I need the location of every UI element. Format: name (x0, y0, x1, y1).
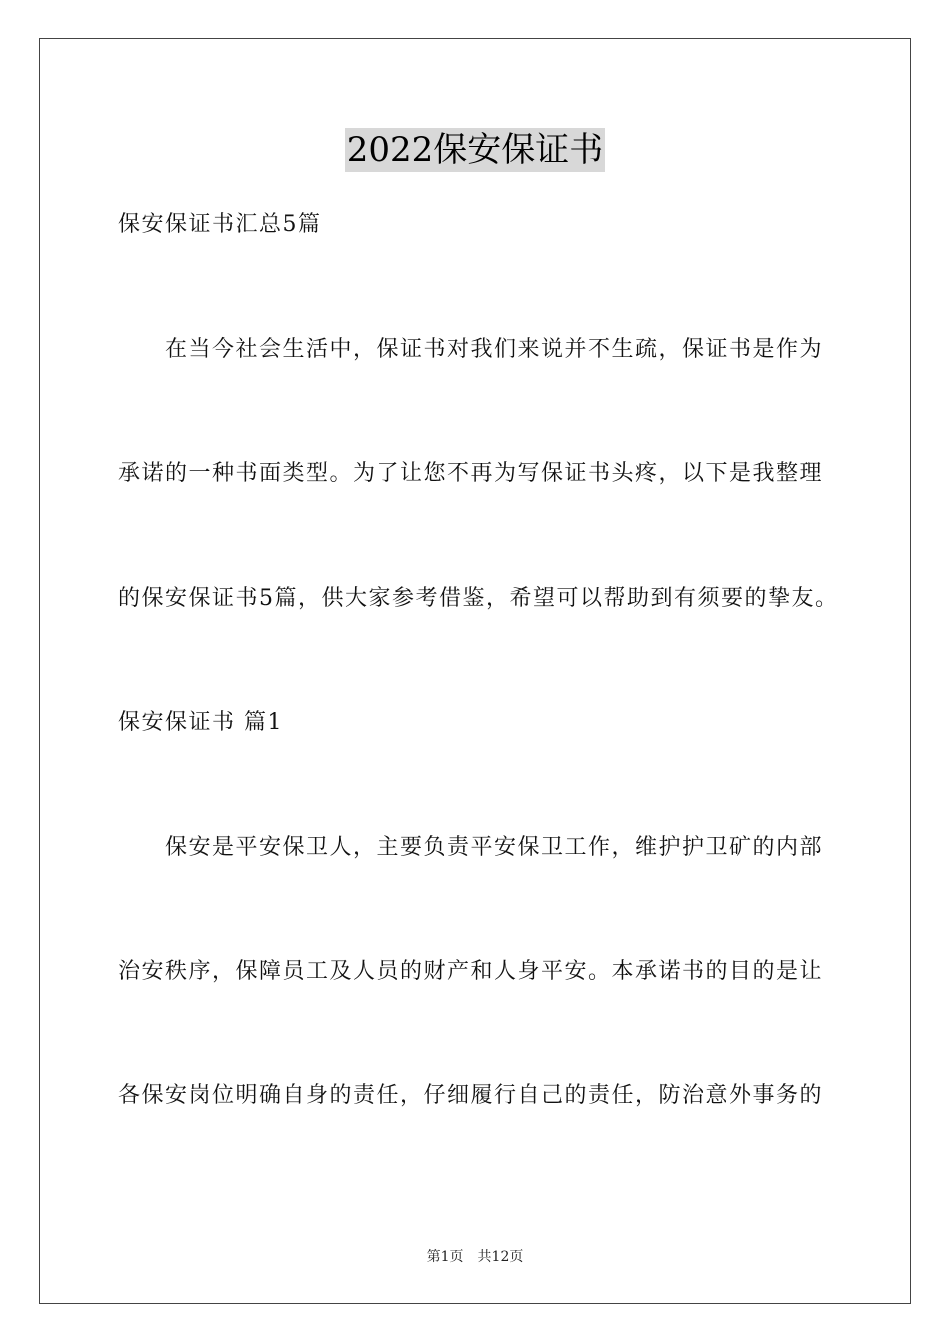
document-subtitle: 保安保证书汇总5篇 (118, 212, 322, 237)
paragraph-line: 的保安保证书5篇，供大家参考借鉴，希望可以帮助到有须要的挚友。 (118, 586, 839, 611)
paragraph-line: 在当今社会生活中，保证书对我们来说并不生疏，保证书是作为 (165, 337, 824, 362)
paragraph-line: 各保安岗位明确自身的责任，仔细履行自己的责任，防治意外事务的 (118, 1083, 824, 1108)
page-total: 共12页 (477, 1249, 524, 1265)
section-heading: 保安保证书 篇1 (118, 710, 283, 735)
paragraph-line: 承诺的一种书面类型。为了让您不再为写保证书头疼，以下是我整理 (118, 461, 824, 486)
page-footer (0, 1247, 950, 1267)
paragraph-line: 保安是平安保卫人，主要负责平安保卫工作，维护护卫矿的内部 (165, 835, 824, 860)
document-title: 2022保安保证书 (346, 130, 604, 170)
paragraph-line: 治安秩序，保障员工及人员的财产和人身平安。本承诺书的目的是让 (118, 959, 824, 984)
page-number: 第1页 (426, 1249, 464, 1265)
title-container (0, 128, 950, 172)
